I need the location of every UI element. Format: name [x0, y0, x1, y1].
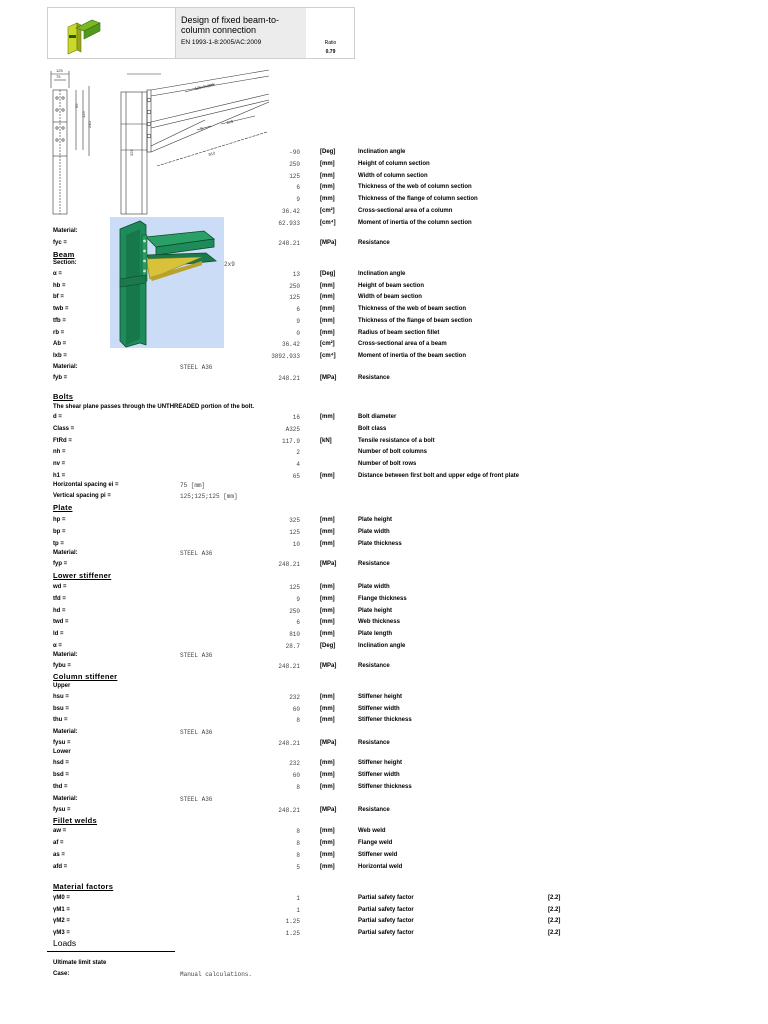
property-label: tfd = [53, 595, 66, 602]
property-desc: Height of beam section [358, 282, 425, 289]
property-desc: Plate height [358, 517, 393, 523]
property-value: 9 [296, 196, 300, 204]
property-row [0, 147, 768, 158]
load-case-value: Manual calculations. [180, 971, 253, 978]
csu-fy-row [0, 738, 768, 749]
property-row [0, 412, 768, 423]
property-value: 117.9 [281, 437, 300, 445]
beam-section-label: Section: [53, 260, 77, 266]
property-row [0, 594, 768, 605]
property-value: 4 [296, 461, 300, 469]
property-unit: [mm] [320, 196, 335, 203]
property-row [0, 862, 768, 873]
property-ref: [2.2] [548, 929, 561, 936]
property-row [0, 436, 768, 447]
property-label: wd = [53, 584, 67, 590]
dim-length-text: 810 [207, 150, 216, 157]
property-label: af = [53, 840, 64, 846]
column-fy-desc: Resistance [358, 240, 390, 246]
property-value: 6 [296, 619, 300, 627]
property-unit: [mm] [320, 584, 335, 590]
dim-edge-text: 65 [74, 103, 79, 108]
lower-stiffener-fy-row [0, 661, 768, 672]
lower-stiffener-material-row [0, 650, 768, 661]
lower-stiffener-heading: Lower stiffener [53, 571, 112, 580]
property-desc: Cross-sectional area of a column [358, 208, 453, 214]
beam-material-value: STEEL A36 [180, 364, 213, 371]
csl-material-row [0, 794, 768, 805]
property-row [0, 328, 768, 339]
dim-width-text: 125 [56, 68, 63, 73]
property-ref: [2.2] [548, 918, 561, 924]
beam-fy-row [0, 373, 768, 384]
property-label: bsd = [53, 771, 69, 778]
property-desc: Partial safety factor [358, 906, 414, 913]
property-row [0, 617, 768, 628]
property-value: 250 [289, 282, 300, 290]
property-label: as = [53, 852, 65, 858]
lower-stiffener-fy-value: 248.21 [278, 663, 300, 670]
property-desc: Number of bolt columns [358, 449, 427, 456]
property-desc: Width of column section [358, 172, 428, 179]
property-desc: Bolt class [358, 425, 387, 432]
bolts-note: The shear plane passes through the UNTHREADED portion of the bolt. [53, 404, 255, 410]
property-unit: [mm] [320, 864, 335, 870]
standard-code: EN 1993-1-8:2005/AC:2009 [181, 39, 262, 46]
property-row [0, 715, 768, 726]
lower-stiffener-fy-unit: [MPa] [320, 663, 337, 669]
lower-stiffener-fy-label: fybu = [53, 663, 71, 669]
property-value: 250 [289, 607, 300, 615]
property-value: 232 [289, 694, 300, 701]
property-row [0, 850, 768, 861]
property-desc: Inclination angle [358, 149, 406, 155]
property-unit: [mm] [320, 529, 335, 535]
property-desc: Web thickness [358, 619, 400, 626]
property-row [0, 582, 768, 593]
property-row [0, 316, 768, 327]
csu-fy-label: fysu = [53, 740, 71, 746]
property-label: afd = [53, 864, 68, 870]
property-label: bf = [53, 294, 64, 301]
plate-material-value: STEEL A36 [180, 550, 213, 557]
property-unit: [mm] [320, 771, 335, 778]
property-desc: Distance between first bolt and upper edge of front plate [358, 473, 520, 479]
property-ref: [2.2] [548, 895, 561, 901]
property-desc: Horizontal weld [358, 864, 403, 870]
property-unit: [mm] [320, 694, 335, 700]
property-label: hsd = [53, 760, 69, 766]
plate-material-row [0, 548, 768, 559]
property-row [0, 515, 768, 526]
property-value: 6 [296, 184, 300, 192]
bolts-vspacing-value: 125;125;125 [mm] [180, 493, 238, 500]
uls-label: Ultimate limit state [53, 960, 107, 966]
property-value: 125 [289, 584, 300, 591]
property-value: 125 [289, 529, 300, 536]
property-label: d = [53, 414, 62, 420]
property-label: thu = [53, 717, 68, 723]
property-desc: Moment of inertia of the column section [358, 219, 472, 226]
property-desc: Moment of inertia of the beam section [358, 352, 467, 359]
logo-cell [48, 8, 176, 58]
property-label: γM1 = [53, 906, 70, 913]
property-unit: [mm] [320, 541, 335, 547]
property-unit: [Deg] [320, 643, 336, 649]
property-row [0, 704, 768, 715]
property-unit: [mm] [320, 760, 335, 766]
property-desc: Cross-sectional area of a beam [358, 341, 447, 348]
plate-fy-unit: [MPa] [320, 561, 337, 567]
csu-material-row [0, 727, 768, 738]
dim-stiffener-text: 2x9 [226, 118, 234, 125]
property-unit: [mm] [320, 473, 335, 479]
property-label: tfb = [53, 317, 66, 324]
ratio-label: Ratio [324, 40, 337, 46]
property-desc: Partial safety factor [358, 895, 414, 901]
property-row [0, 459, 768, 470]
property-label: Ab = [53, 341, 67, 348]
property-desc: Thickness of the flange of column section [358, 196, 478, 203]
property-unit: [mm] [320, 172, 335, 179]
ratio-value: 0.79 [325, 49, 336, 55]
property-value: 810 [289, 631, 300, 639]
property-desc: Plate width [358, 584, 390, 590]
header-box [47, 7, 355, 59]
property-unit: [mm] [320, 306, 335, 313]
property-value: 36.42 [281, 341, 300, 349]
property-unit: [mm] [320, 414, 335, 420]
property-value: 60 [292, 771, 300, 779]
property-label: hsu = [53, 694, 69, 700]
beam-section-value: 2x9 [224, 261, 235, 268]
property-label: h1 = [53, 473, 66, 479]
property-label: hp = [53, 517, 66, 523]
csl-fy-value: 248.21 [278, 807, 300, 814]
beam-fy-desc: Resistance [358, 375, 390, 381]
loads-heading: Loads [53, 938, 77, 948]
column-fy-label: fyc = [53, 240, 67, 246]
property-label: nv = [53, 461, 66, 468]
beam-material-row [0, 362, 768, 373]
property-row [0, 758, 768, 769]
property-desc: Partial safety factor [358, 929, 414, 936]
property-value: 325 [289, 517, 300, 524]
property-row [0, 928, 768, 939]
csl-fy-unit: [MPa] [320, 807, 337, 813]
property-label: bp = [53, 529, 66, 535]
property-desc: Flange weld [358, 840, 393, 846]
material-factors-heading: Material factors [53, 882, 114, 891]
property-row [0, 339, 768, 350]
property-value: 8 [296, 828, 300, 835]
property-value: 2 [296, 449, 300, 457]
page-title: Design of fixed beam-to-column connection [181, 15, 280, 35]
csl-material-label: Material: [53, 796, 78, 802]
load-case-label: Case: [53, 971, 70, 977]
property-value: 250 [289, 160, 300, 168]
property-row [0, 424, 768, 435]
fillet-welds-heading: Fillet welds [53, 816, 98, 825]
property-unit: [mm] [320, 329, 335, 336]
property-row [0, 281, 768, 292]
plate-fy-desc: Resistance [358, 561, 390, 567]
header-title-cell [176, 8, 306, 58]
property-unit: [mm] [320, 783, 335, 790]
property-label: hb = [53, 282, 66, 289]
property-row [0, 171, 768, 182]
property-unit: [mm] [320, 294, 335, 301]
property-value: 8 [296, 852, 300, 859]
property-row [0, 206, 768, 217]
beam-fy-value: 248.21 [278, 375, 300, 382]
column-stiffener-heading: Column stiffener [53, 672, 118, 681]
csl-fy-row [0, 805, 768, 816]
property-value: 232 [289, 760, 300, 767]
dim-col-text: 240 [87, 121, 92, 128]
property-value: 28.7 [285, 643, 300, 650]
property-value: 10 [292, 541, 300, 548]
property-value: A325 [285, 425, 300, 433]
property-value: 125 [289, 294, 300, 302]
dim-plate-text: 126x9x800 [194, 82, 215, 91]
property-label: FtRd = [53, 437, 72, 444]
property-desc: Plate thickness [358, 541, 402, 547]
property-value: 5 [296, 864, 300, 871]
bolts-hspacing-label: Horizontal spacing ei = [53, 482, 119, 488]
property-row [0, 782, 768, 793]
property-unit: [mm] [320, 517, 335, 523]
connection-logo-icon [48, 8, 175, 58]
property-value: 8 [296, 783, 300, 791]
csu-material-value: STEEL A36 [180, 729, 213, 736]
property-desc: Plate length [358, 631, 393, 638]
property-row [0, 838, 768, 849]
property-label: aw = [53, 828, 67, 834]
property-value: -90 [289, 149, 300, 156]
property-value: 8 [296, 840, 300, 847]
property-value: 1.25 [285, 918, 300, 925]
property-desc: Plate height [358, 607, 393, 614]
property-row [0, 447, 768, 458]
ratio-cell [307, 8, 354, 58]
plate-fy-label: fyp = [53, 561, 68, 567]
bolts-hspacing-value: 75 [mm] [180, 482, 206, 489]
property-value: 65 [292, 473, 300, 480]
loads-divider [47, 951, 175, 952]
csu-fy-desc: Resistance [358, 740, 390, 746]
property-value: 62.933 [278, 219, 300, 227]
property-label: twd = [53, 619, 69, 626]
property-desc: Inclination angle [358, 643, 406, 649]
property-value: 9 [296, 595, 300, 603]
bolts-vspacing-row [0, 491, 768, 502]
column-fy-unit: [MPa] [320, 240, 337, 246]
csu-fy-value: 248.21 [278, 740, 300, 747]
csu-fy-unit: [MPa] [320, 740, 337, 746]
property-unit: [cm²] [320, 341, 335, 348]
property-label: tp = [53, 541, 64, 547]
property-label: hd = [53, 607, 66, 614]
property-row [0, 194, 768, 205]
property-unit: [mm] [320, 595, 335, 602]
property-row [0, 905, 768, 916]
property-desc: Inclination angle [358, 271, 406, 277]
csl-fy-label: fysu = [53, 807, 71, 813]
property-label: twb = [53, 306, 69, 313]
property-label: ld = [53, 631, 64, 638]
beam-heading: Beam [53, 250, 75, 259]
dim-p-text: 125 [81, 111, 86, 118]
property-value: 6 [296, 306, 300, 314]
property-value: 1 [296, 906, 300, 914]
property-unit: [mm] [320, 705, 335, 712]
beam-material-label: Material: [53, 364, 78, 370]
csl-material-value: STEEL A36 [180, 796, 213, 803]
property-row [0, 351, 768, 362]
bolts-hspacing-row [0, 480, 768, 491]
property-desc: Stiffener width [358, 771, 400, 778]
property-label: α = [53, 643, 62, 649]
property-unit: [mm] [320, 607, 335, 614]
property-row [0, 218, 768, 229]
property-label: γM0 = [53, 895, 70, 901]
property-value: 3892.933 [271, 352, 300, 360]
property-unit: [mm] [320, 840, 335, 846]
property-desc: Stiffener thickness [358, 717, 412, 723]
property-desc: Flange thickness [358, 595, 407, 602]
property-desc: Bolt diameter [358, 414, 397, 420]
property-value: 1.25 [285, 929, 300, 937]
plate-fy-value: 248.21 [278, 561, 300, 568]
property-desc: Width of beam section [358, 294, 422, 301]
property-unit: [cm⁴] [320, 352, 336, 359]
bolts-vspacing-label: Vertical spacing pi = [53, 493, 111, 499]
property-desc: Thickness of the web of column section [358, 184, 472, 191]
plate-fy-row [0, 559, 768, 570]
property-desc: Stiffener height [358, 760, 403, 766]
property-label: γM3 = [53, 929, 70, 936]
property-unit: [kN] [320, 437, 332, 444]
property-desc: Tensile resistance of a bolt [358, 437, 435, 444]
property-desc: Stiffener thickness [358, 783, 412, 790]
property-desc: Partial safety factor [358, 918, 414, 924]
property-unit: [Deg] [320, 271, 336, 277]
property-unit: [mm] [320, 631, 335, 638]
property-row [0, 893, 768, 904]
property-unit: [cm⁴] [320, 219, 336, 226]
property-unit: [mm] [320, 184, 335, 191]
property-value: 8 [296, 717, 300, 724]
property-unit: [Deg] [320, 149, 336, 155]
property-unit: [mm] [320, 828, 335, 834]
property-value: 1 [296, 895, 300, 902]
property-value: 0 [296, 329, 300, 337]
property-row [0, 692, 768, 703]
property-desc: Radius of beam section fillet [358, 329, 440, 336]
property-value: 9 [296, 317, 300, 325]
property-label: Ixb = [53, 352, 67, 359]
property-desc: Plate width [358, 529, 390, 535]
property-desc: Height of column section [358, 160, 430, 167]
property-label: thd = [53, 783, 68, 790]
property-row [0, 826, 768, 837]
property-value: 125 [289, 172, 300, 180]
column-fy-value: 248.21 [278, 240, 300, 247]
property-label: Class = [53, 425, 75, 432]
property-desc: Web weld [358, 828, 386, 834]
property-desc: Stiffener width [358, 705, 400, 712]
property-unit: [mm] [320, 160, 335, 167]
load-case-row [0, 969, 768, 980]
property-row [0, 770, 768, 781]
column-stiffener-upper-label: Upper [53, 683, 71, 689]
bolts-heading: Bolts [53, 392, 74, 401]
property-row [0, 269, 768, 280]
property-unit: [cm²] [320, 208, 335, 214]
dim-plate-height-text: 325 [129, 149, 134, 156]
property-value: 36.42 [281, 208, 300, 215]
property-unit: [mm] [320, 717, 335, 723]
property-label: γM2 = [53, 918, 70, 924]
property-label: nh = [53, 449, 66, 456]
plate-heading: Plate [53, 503, 73, 512]
property-desc: Stiffener weld [358, 852, 398, 858]
dim-angle-text: 0 [199, 125, 204, 131]
csu-material-label: Material: [53, 729, 78, 735]
property-value: 16 [292, 414, 300, 421]
dim-gap-text: 75 [56, 74, 61, 79]
property-unit: [mm] [320, 282, 335, 289]
beam-fy-label: fyb = [53, 375, 68, 381]
plate-material-label: Material: [53, 550, 78, 556]
property-desc: Stiffener height [358, 694, 403, 700]
property-value: 60 [292, 705, 300, 713]
property-label: rb = [53, 329, 65, 336]
property-row [0, 629, 768, 640]
column-material-label: Material: [53, 228, 78, 234]
property-desc: Number of bolt rows [358, 461, 417, 468]
property-row [0, 916, 768, 927]
column-fy-row [0, 238, 768, 249]
property-ref: [2.2] [548, 906, 561, 913]
beam-fy-unit: [MPa] [320, 375, 337, 381]
property-desc: Thickness of the web of beam section [358, 306, 467, 313]
lower-stiffener-material-value: STEEL A36 [180, 652, 213, 659]
property-label: α = [53, 271, 62, 277]
lower-stiffener-fy-desc: Resistance [358, 663, 390, 669]
column-stiffener-lower-label: Lower [53, 749, 71, 755]
property-row [0, 304, 768, 315]
property-row [0, 527, 768, 538]
csl-fy-desc: Resistance [358, 807, 390, 813]
property-value: 13 [292, 271, 300, 278]
property-unit: [mm] [320, 619, 335, 626]
property-row [0, 159, 768, 170]
property-row [0, 606, 768, 617]
property-label: bsu = [53, 705, 69, 712]
lower-stiffener-material-label: Material: [53, 652, 78, 658]
property-unit: [mm] [320, 317, 335, 324]
property-unit: [mm] [320, 852, 335, 858]
property-row [0, 182, 768, 193]
property-row [0, 292, 768, 303]
property-desc: Thickness of the flange of beam section [358, 317, 473, 324]
